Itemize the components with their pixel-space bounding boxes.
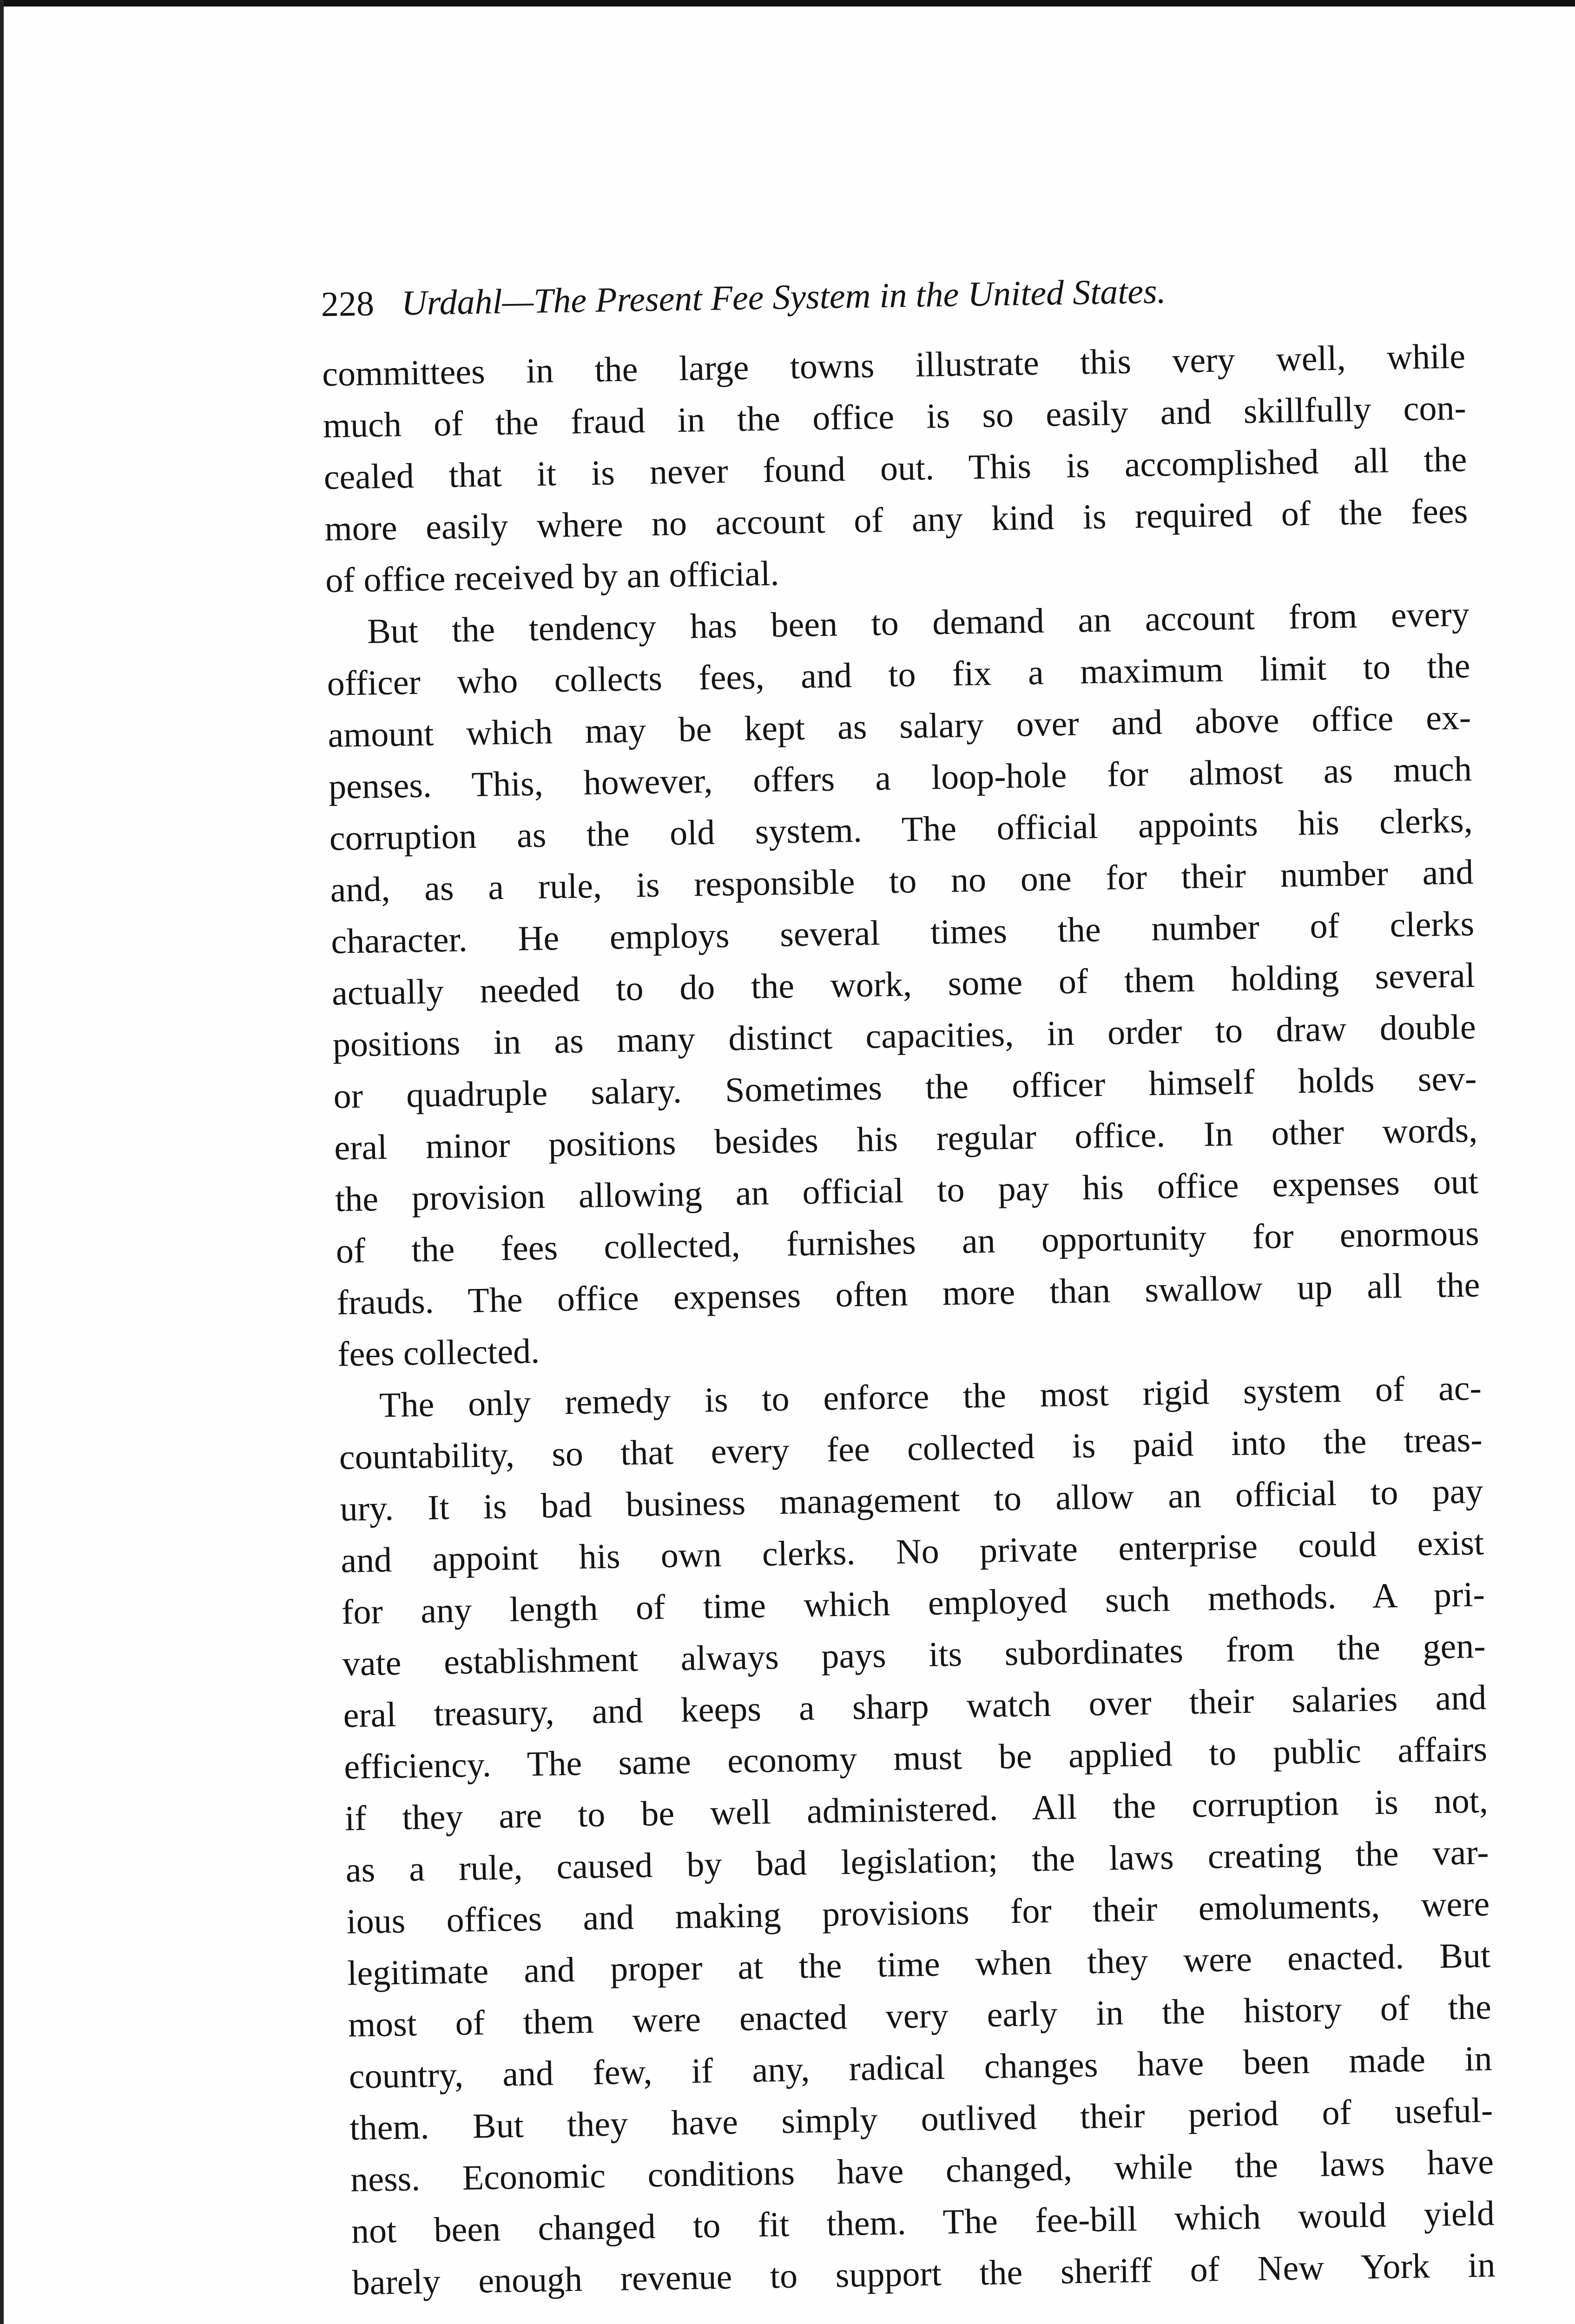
running-title: Urdahl—The Present Fee System in the United States. <box>401 271 1166 323</box>
text-line: But the tendency has been to demand an account from every <box>367 594 1470 651</box>
text-line: penses. This, however, offers a loop-hole for almost as much <box>328 749 1472 806</box>
text-line: country, and few, if any, radical changes have been made in <box>349 2039 1493 2096</box>
body-text <box>322 330 1496 2309</box>
text-line: amount which may be kept as salary over and above office ex- <box>327 698 1471 755</box>
text-line: frauds. The office expenses often more than swallow up all the <box>336 1265 1480 1322</box>
text-line: ness. Economic conditions have changed, while the laws have <box>350 2142 1494 2199</box>
text-line: corruption as the old system. The official appoints his clerks, <box>329 801 1473 858</box>
running-head <box>321 261 1464 330</box>
text-line: most of them were enacted very early in the history of the <box>348 1987 1492 2045</box>
text-line: eral treasury, and keeps a sharp watch over their salaries and <box>343 1677 1487 1735</box>
scan-border-top <box>0 0 1575 7</box>
text-line: eral minor positions besides his regular office. In other words, <box>334 1110 1478 1168</box>
text-line: committees in the large towns illustrate this very well, while <box>322 337 1466 394</box>
text-line: and appoint his own clerks. No private enterprise could exist <box>340 1523 1484 1580</box>
text-line: countability, so that every fee collected is paid into the treas- <box>339 1420 1483 1477</box>
paragraph <box>322 330 1469 607</box>
scan-border-left <box>0 0 4 2324</box>
text-line: fees collected. <box>337 1331 540 1374</box>
text-line: The only remedy is to enforce the most rigid system of ac- <box>379 1368 1482 1425</box>
text-line: vate establishment always pays its subordinates from the gen- <box>342 1626 1486 1684</box>
text-line: or quadruple salary. Sometimes the officer himself holds sev- <box>333 1059 1477 1116</box>
text-block <box>321 261 1496 2309</box>
text-line: positions in as many distinct capacities, in order to draw double <box>332 1007 1476 1064</box>
text-line: character. He employs several times the number of clerks <box>330 904 1475 961</box>
text-line: them. But they have simply outlived their period of useful- <box>349 2090 1493 2148</box>
text-line: legitimate and proper at the time when they were enacted. But <box>347 1935 1491 1993</box>
text-line: ious offices and making provisions for their emoluments, were <box>346 1884 1490 1941</box>
text-line: and, as a rule, is responsible to no one for their number and <box>329 852 1474 910</box>
text-line: ury. It is bad business management to allow an official to pay <box>339 1472 1483 1529</box>
text-line: for any length of time which employed such methods. A pri- <box>341 1575 1485 1632</box>
text-line: as a rule, caused by bad legislation; the laws creating the var- <box>345 1832 1489 1890</box>
paragraph <box>326 588 1481 1380</box>
text-line: more easily where no account of any kind is required of the fees <box>324 491 1468 548</box>
text-line: of the fees collected, furnishes an opportunity for enormous <box>336 1214 1480 1271</box>
text-line: actually needed to do the work, some of them holding several <box>331 956 1476 1013</box>
text-line: officer who collects fees, and to fix a maximum limit to the <box>327 646 1471 703</box>
text-line: barely enough revenue to support the sheriff of New York in <box>352 2245 1496 2303</box>
page-number: 228 <box>321 284 375 324</box>
text-line: of office received by an official. <box>325 554 780 600</box>
paragraph <box>338 1362 1496 2309</box>
text-line: not been changed to fit them. The fee-bill which would yield <box>351 2193 1495 2251</box>
text-line: the provision allowing an official to pay his office expenses out <box>335 1162 1479 1219</box>
text-line: much of the fraud in the office is so easily and skillfully con- <box>323 388 1467 445</box>
text-line: if they are to be well administered. All the corruption is not, <box>344 1781 1489 1838</box>
text-line: cealed that it is never found out. This is accomplished all the <box>323 440 1468 497</box>
text-line: efficiency. The same economy must be applied to public affairs <box>343 1729 1488 1787</box>
